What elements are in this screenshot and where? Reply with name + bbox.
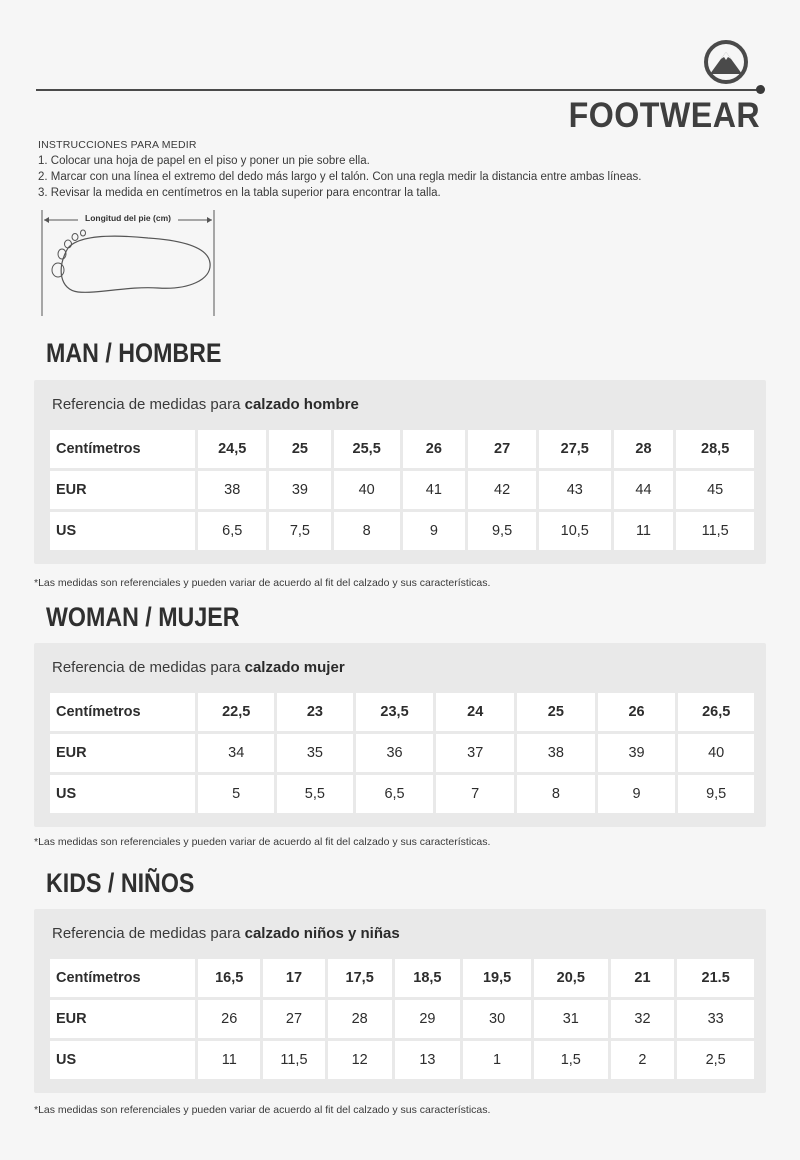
row-header: Centímetros [50,959,195,997]
disclaimer-note: *Las medidas son referenciales y pueden variar de acuerdo al fit del calzado y sus características. [34,836,491,848]
instruction-step: 2. Marcar con una línea el extremo del dedo más largo y el talón. Con una regla medir la distancia entre ambas líneas. [38,171,642,183]
table-row-us [50,1041,754,1079]
table-cell: 28 [328,1000,392,1038]
size-table-kids [34,909,766,1093]
row-header: US [50,512,195,550]
foot-outline-icon [38,208,218,316]
table-subtitle: Referencia de medidas para calzado mujer [52,659,345,676]
table-cell: 38 [517,734,595,772]
table-cell: 11,5 [263,1041,325,1079]
row-header: US [50,1041,195,1079]
table-cell: 21 [611,959,675,997]
table-cell: 8 [517,775,595,813]
section-title-man: MAN / HOMBRE [46,338,222,368]
table-row-eur [50,734,754,772]
table-cell: 16,5 [198,959,260,997]
table-cell: 32 [611,1000,675,1038]
brand-title: FOOTWEAR [568,96,760,135]
table-cell: 10,5 [539,512,611,550]
size-grid [50,430,754,553]
table-cell: 17,5 [328,959,392,997]
instruction-step: 1. Colocar una hoja de papel en el piso y poner un pie sobre ella. [38,155,370,167]
table-cell: 25 [269,430,331,468]
table-cell: 9 [403,512,466,550]
table-cell: 24 [436,693,514,731]
table-cell: 20,5 [534,959,608,997]
table-cell: 27 [468,430,536,468]
row-header: Centímetros [50,430,195,468]
table-cell: 28 [614,430,674,468]
table-cell: 37 [436,734,514,772]
section-title-woman: WOMAN / MUJER [46,602,240,632]
table-cell: 1,5 [534,1041,608,1079]
table-cell: 11 [198,1041,260,1079]
header-rule-dot [756,85,765,94]
disclaimer-note: *Las medidas son referenciales y pueden variar de acuerdo al fit del calzado y sus características. [34,1104,491,1116]
table-cell: 11 [614,512,674,550]
table-cell: 40 [678,734,754,772]
table-cell: 45 [676,471,754,509]
table-row-cm [50,430,754,468]
table-cell: 6,5 [198,512,266,550]
table-cell: 9 [598,775,676,813]
table-cell: 9,5 [678,775,754,813]
mountain-logo-icon [700,38,752,84]
table-row-us [50,512,754,550]
table-cell: 25 [517,693,595,731]
table-cell: 40 [334,471,400,509]
table-row-us [50,775,754,813]
table-cell: 24,5 [198,430,266,468]
foot-measure-diagram [38,208,218,316]
table-cell: 30 [463,1000,531,1038]
row-header: EUR [50,471,195,509]
table-cell: 19,5 [463,959,531,997]
foot-length-label: Longitud del pie (cm) [85,213,171,223]
table-row-eur [50,1000,754,1038]
table-cell: 29 [395,1000,461,1038]
table-cell: 2,5 [677,1041,754,1079]
disclaimer-note: *Las medidas son referenciales y pueden variar de acuerdo al fit del calzado y sus características. [34,577,491,589]
section-title-kids: KIDS / NIÑOS [46,868,195,898]
table-cell: 36 [356,734,434,772]
table-cell: 43 [539,471,611,509]
size-table-man [34,380,766,564]
table-cell: 6,5 [356,775,434,813]
table-cell: 26 [403,430,466,468]
table-cell: 9,5 [468,512,536,550]
table-cell: 33 [677,1000,754,1038]
row-header: EUR [50,734,195,772]
measuring-instructions [38,137,738,201]
table-subtitle: Referencia de medidas para calzado niños y niñas [52,925,400,942]
table-cell: 28,5 [676,430,754,468]
row-header: US [50,775,195,813]
table-cell: 18,5 [395,959,461,997]
instructions-title: INSTRUCCIONES PARA MEDIR [38,139,197,151]
table-cell: 35 [277,734,353,772]
table-cell: 41 [403,471,466,509]
table-cell: 11,5 [676,512,754,550]
table-cell: 21.5 [677,959,754,997]
table-cell: 7 [436,775,514,813]
table-cell: 22,5 [198,693,274,731]
table-cell: 44 [614,471,674,509]
table-cell: 8 [334,512,400,550]
table-cell: 1 [463,1041,531,1079]
table-cell: 2 [611,1041,675,1079]
table-cell: 12 [328,1041,392,1079]
table-cell: 34 [198,734,274,772]
table-cell: 5 [198,775,274,813]
table-row-cm [50,693,754,731]
table-cell: 27,5 [539,430,611,468]
table-cell: 26 [198,1000,260,1038]
table-cell: 7,5 [269,512,331,550]
table-cell: 39 [598,734,676,772]
table-cell: 23,5 [356,693,434,731]
table-cell: 38 [198,471,266,509]
table-cell: 42 [468,471,536,509]
table-cell: 39 [269,471,331,509]
table-cell: 25,5 [334,430,400,468]
row-header: Centímetros [50,693,195,731]
table-cell: 26 [598,693,676,731]
table-cell: 13 [395,1041,461,1079]
table-cell: 31 [534,1000,608,1038]
header-rule [36,89,758,91]
size-grid [50,693,754,816]
table-cell: 23 [277,693,353,731]
table-cell: 26,5 [678,693,754,731]
table-subtitle: Referencia de medidas para calzado hombre [52,396,359,413]
instruction-step: 3. Revisar la medida en centímetros en la tabla superior para encontrar la talla. [38,187,441,199]
table-cell: 5,5 [277,775,353,813]
table-row-cm [50,959,754,997]
size-grid [50,959,754,1082]
row-header: EUR [50,1000,195,1038]
size-table-woman [34,643,766,827]
table-cell: 27 [263,1000,325,1038]
table-row-eur [50,471,754,509]
table-cell: 17 [263,959,325,997]
